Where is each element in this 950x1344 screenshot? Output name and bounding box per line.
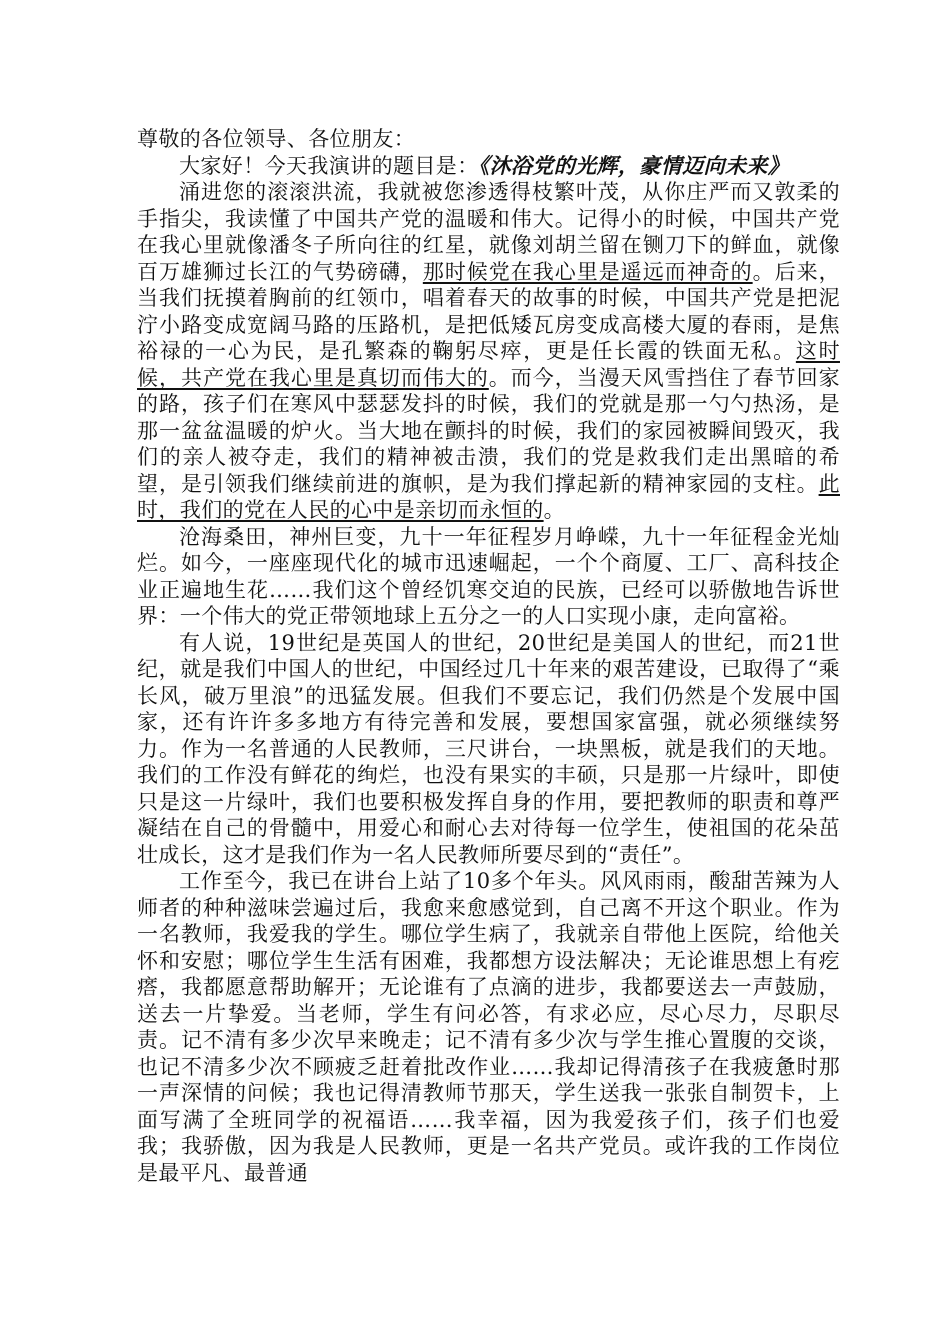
underlined-sentence-2: 这时候，共产党在我心里是真切而伟大的 bbox=[137, 339, 840, 390]
paragraph-1-text-c: 。而今，当漫天风雪挡住了春节回家的路，孩子们在寒风中瑟瑟发抖的时候，我们的党就是那一勺勺热汤，是那一盆盆温暖的炉火。当大地在颤抖的时候，我们的家园被瞬间毁灭，我们的亲人被夺走，我们的精神被击溃，我们的党是救我们走出黑暗的希望，是引领我们继续前进的旗帜，是为我们撑起新的精神家园的支柱。 bbox=[137, 365, 840, 496]
paragraph-3: 有人说，19世纪是英国人的世纪，20世纪是美国人的世纪，而21世纪，就是我们中国人的世纪，中国经过几十年来的艰苦建设，已取得了“乘长风，破万里浪”的迅猛发展。但我们不要忘记，我们仍然是个发展中国家，还有许许多多地方有待完善和发展，要想国家富强，就必须继续努力。作为一名普通的人民教师，三尺讲台，一块黑板，就是我们的天地。我们的工作没有鲜花的绚烂，也没有果实的丰硕，只是那一片绿叶，即使只是这一片绿叶，我们也要积极发挥自身的作用，要把教师的职责和尊严凝结在自己的骨髓中，用爱心和耐心去对待每一位学生，使祖国的花朵茁壮成长，这才是我们作为一名人民教师所要尽到的“责任”。 bbox=[137, 630, 840, 867]
paragraph-1-text-a: 涌进您的滚滚洪流，我就被您渗透得枝繁叶茂，从你庄严而又敦柔的手指尖，我读懂了中国共产党的温暖和伟大。记得小的时候，中国共产党在我心里就像潘冬子所向往的红星，就像刘胡兰留在铡刀下的鲜血，就像百万雄狮过长江的气势磅礴， bbox=[137, 180, 840, 284]
speech-title: 《沐浴党的光辉，豪情迈向未来》 bbox=[478, 153, 790, 178]
paragraph-1 bbox=[137, 179, 840, 524]
intro-line bbox=[137, 153, 840, 180]
paragraph-1-text-d: 。 bbox=[543, 498, 566, 522]
underlined-sentence-1: 那时候党在我心里是遥远而神奇的 bbox=[422, 259, 753, 284]
paragraph-1-text-b: 。后来，当我们抚摸着胸前的红领巾，唱着春天的故事的时候，中国共产党是把泥泞小路变成宽阔马路的压路机，是把低矮瓦房变成高楼大厦的春雨，是焦裕禄的一心为民，是孔繁森的鞠躬尽瘁，更是任长霞的铁面无私。 bbox=[137, 259, 841, 363]
intro-prefix: 大家好！今天我演讲的题目是： bbox=[179, 153, 479, 178]
underlined-sentence-3: 此时，我们的党在人民的心中是亲切而永恒的 bbox=[137, 471, 840, 522]
paragraph-2: 沧海桑田，神州巨变，九十一年征程岁月峥嵘，九十一年征程金光灿烂。如今，一座座现代化的城市迅速崛起，一个个商厦、工厂、高科技企业正遍地生花……我们这个曾经饥寒交迫的民族，已经可以骄傲地告诉世界：一个伟大的党正带领地球上五分之一的人口实现小康，走向富裕。 bbox=[137, 524, 840, 628]
speech-document bbox=[137, 126, 840, 1186]
salutation: 尊敬的各位领导、各位朋友： bbox=[137, 127, 416, 151]
paragraph-4: 工作至今，我已在讲台上站了10多个年头。风风雨雨，酸甜苦辣为人师者的种种滋味尝遍过后，我愈来愈感觉到，自己离不开这个职业。作为一名教师，我爱我的学生。哪位学生病了，我就亲自带他上医院，给他关怀和安慰；哪位学生生活有困难，我都想方设法解决；无论谁思想上有疙瘩，我都愿意帮助解开；无论谁有了点滴的进步，我都要送去一声鼓励，送去一片挚爱。当老师，学生有问必答，有求必应，尽心尽力，尽职尽责。记不清有多少次早来晚走；记不清有多少次与学生推心置腹的交谈，也记不清多少次不顾疲乏赶着批改作业……我却记得清孩子在我疲惫时那一声深情的问候；我也记得清教师节那天，学生送我一张张自制贺卡，上面写满了全班同学的祝福语……我幸福，因为我爱孩子们，孩子们也爱我；我骄傲，因为我是人民教师，更是一名共产党员。或许我的工作岗位是最平凡、最普通 bbox=[137, 869, 840, 1185]
